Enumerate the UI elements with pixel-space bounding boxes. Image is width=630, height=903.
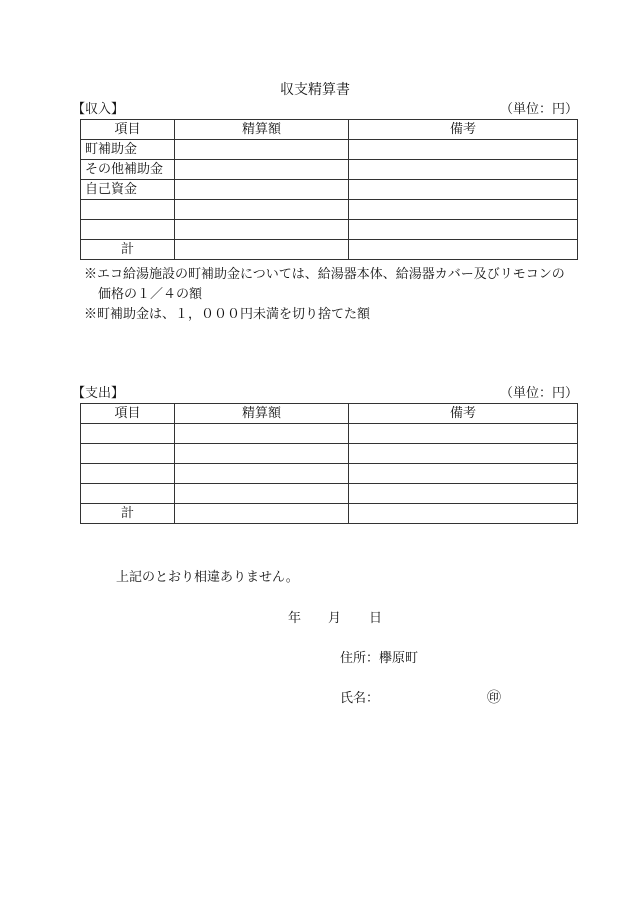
income-remarks-cell[interactable]	[349, 140, 578, 160]
expense-total-row	[81, 504, 578, 524]
income-remarks-cell[interactable]	[349, 200, 578, 220]
income-unit: （単位：円）	[500, 102, 579, 117]
expense-amount-cell[interactable]	[175, 424, 349, 444]
expense-amount-cell[interactable]	[175, 464, 349, 484]
expense-heading: 【支出】	[72, 386, 125, 401]
expense-unit: （単位：円）	[500, 386, 579, 401]
income-col-remarks: 備考	[349, 120, 578, 140]
income-total-amount[interactable]	[175, 240, 349, 260]
income-amount-cell[interactable]	[175, 200, 349, 220]
expense-item-cell[interactable]	[81, 424, 175, 444]
income-remarks-cell[interactable]	[349, 180, 578, 200]
income-amount-cell[interactable]	[175, 220, 349, 240]
income-item-cell: 町補助金	[81, 140, 175, 160]
declaration-text: 上記のとおり相違ありません。	[116, 570, 299, 585]
table-row	[81, 140, 578, 160]
income-total-label: 計	[81, 240, 175, 260]
name-label: 氏名：	[340, 691, 380, 706]
income-note-3: ※町補助金は、１，０００円未満を切り捨てた額	[84, 307, 371, 322]
income-amount-cell[interactable]	[175, 140, 349, 160]
expense-item-cell[interactable]	[81, 444, 175, 464]
expense-remarks-cell[interactable]	[349, 424, 578, 444]
income-header-row	[81, 120, 578, 140]
table-row	[81, 484, 578, 504]
table-row	[81, 180, 578, 200]
expense-table	[80, 403, 578, 524]
expense-remarks-cell[interactable]	[349, 484, 578, 504]
date-year: 年	[288, 611, 302, 626]
income-remarks-cell[interactable]	[349, 220, 578, 240]
table-row	[81, 160, 578, 180]
table-row	[81, 424, 578, 444]
income-item-cell[interactable]	[81, 220, 175, 240]
expense-total-remarks[interactable]	[349, 504, 578, 524]
expense-remarks-cell[interactable]	[349, 464, 578, 484]
income-amount-cell[interactable]	[175, 180, 349, 200]
date-month: 月	[328, 611, 342, 626]
expense-item-cell[interactable]	[81, 484, 175, 504]
income-total-row	[81, 240, 578, 260]
income-item-cell: その他補助金	[81, 160, 175, 180]
income-note-2: 価格の１／４の額	[98, 287, 203, 302]
address-line: 住所：欅原町	[340, 651, 419, 666]
table-row	[81, 464, 578, 484]
table-row	[81, 200, 578, 220]
expense-total-label: 計	[81, 504, 175, 524]
income-total-remarks[interactable]	[349, 240, 578, 260]
income-amount-cell[interactable]	[175, 160, 349, 180]
income-col-item: 項目	[81, 120, 175, 140]
table-row	[81, 220, 578, 240]
expense-col-item: 項目	[81, 404, 175, 424]
income-item-cell: 自己資金	[81, 180, 175, 200]
date-day: 日	[369, 611, 383, 626]
seal-mark: ㊞	[487, 690, 501, 706]
expense-total-amount[interactable]	[175, 504, 349, 524]
table-row	[81, 444, 578, 464]
expense-item-cell[interactable]	[81, 464, 175, 484]
expense-remarks-cell[interactable]	[349, 444, 578, 464]
income-remarks-cell[interactable]	[349, 160, 578, 180]
income-item-cell[interactable]	[81, 200, 175, 220]
income-col-amount: 精算額	[175, 120, 349, 140]
expense-header-row	[81, 404, 578, 424]
income-table	[80, 119, 578, 260]
income-note-1: ※エコ給湯施設の町補助金については、給湯器本体、給湯器カバー及びリモコンの	[84, 267, 565, 282]
expense-amount-cell[interactable]	[175, 444, 349, 464]
expense-col-amount: 精算額	[175, 404, 349, 424]
expense-col-remarks: 備考	[349, 404, 578, 424]
document-title: 収支精算書	[280, 82, 350, 98]
expense-amount-cell[interactable]	[175, 484, 349, 504]
income-heading: 【収入】	[72, 102, 125, 117]
